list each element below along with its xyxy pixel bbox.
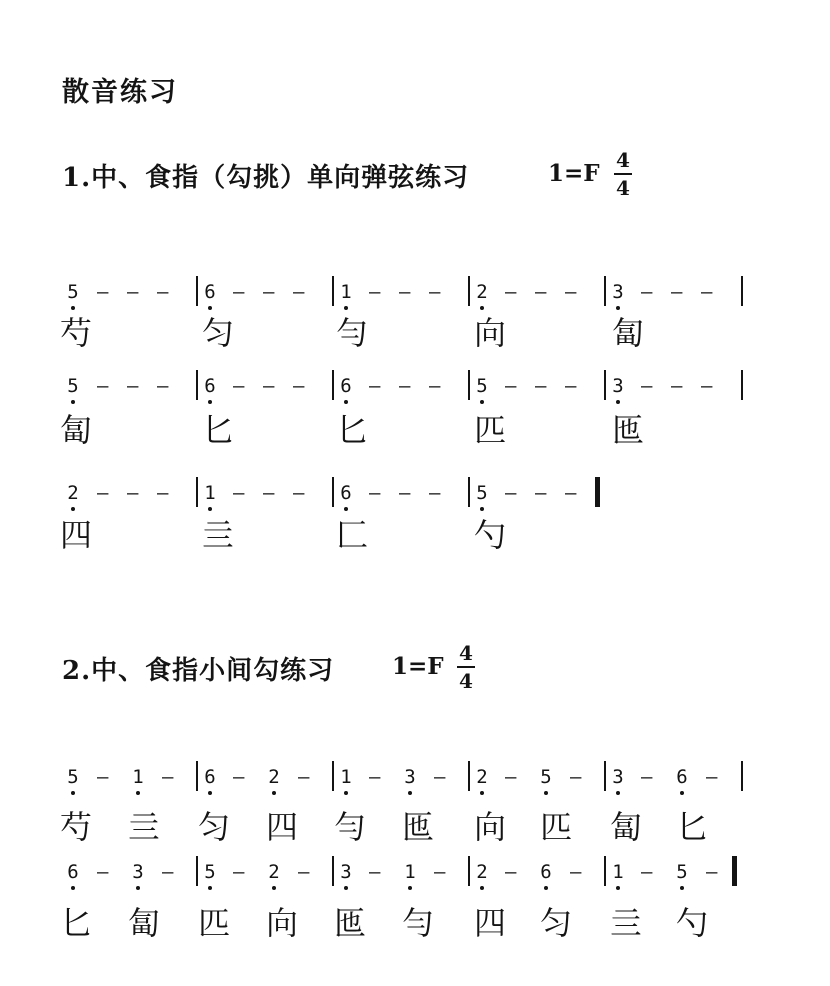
tablature-glyph: 芍 xyxy=(59,808,92,846)
tablature-glyph: 亖 xyxy=(201,516,234,554)
dash: – xyxy=(641,375,653,397)
note: 5 xyxy=(67,766,79,788)
dash: – xyxy=(369,375,381,397)
note: 5 xyxy=(204,861,216,883)
low-octave-dot xyxy=(71,886,75,890)
dash: – xyxy=(298,766,310,788)
bar-line xyxy=(196,276,198,306)
dash: – xyxy=(641,766,653,788)
low-octave-dot xyxy=(208,791,212,795)
dash: – xyxy=(641,861,653,883)
low-octave-dot xyxy=(272,886,276,890)
dash: – xyxy=(263,482,275,504)
tablature-glyph: 勺 xyxy=(473,516,506,554)
time-signature-top: 4 xyxy=(616,148,630,172)
note: 6 xyxy=(204,766,216,788)
note: 1 xyxy=(404,861,416,883)
notation-row-1 xyxy=(60,280,760,314)
dash: – xyxy=(570,766,582,788)
bar-line xyxy=(332,761,334,791)
dash: – xyxy=(671,375,683,397)
dash: – xyxy=(233,482,245,504)
dash: – xyxy=(97,861,109,883)
dash: – xyxy=(505,482,517,504)
tablature-glyph: 向 xyxy=(473,314,506,352)
bar-line xyxy=(332,370,334,400)
note: 6 xyxy=(340,482,352,504)
note: 5 xyxy=(676,861,688,883)
dash: – xyxy=(434,766,446,788)
tablature-glyph: 勻 xyxy=(401,904,434,942)
low-octave-dot xyxy=(344,306,348,310)
note: 6 xyxy=(67,861,79,883)
low-octave-dot xyxy=(71,791,75,795)
low-octave-dot xyxy=(544,886,548,890)
dash: – xyxy=(706,766,718,788)
bar-line xyxy=(332,276,334,306)
note: 3 xyxy=(132,861,144,883)
note: 1 xyxy=(612,861,624,883)
tablature-glyph: 匕 xyxy=(335,411,368,449)
low-octave-dot xyxy=(208,306,212,310)
exercise-1-time-signature xyxy=(612,150,634,198)
tablature-glyph: 勻 xyxy=(335,314,368,352)
bar-line xyxy=(468,856,470,886)
low-octave-dot xyxy=(480,507,484,511)
bar-line xyxy=(604,370,606,400)
bar-line xyxy=(196,370,198,400)
note: 2 xyxy=(476,766,488,788)
tablature-row-1 xyxy=(58,313,758,353)
note: 3 xyxy=(404,766,416,788)
note: 2 xyxy=(476,861,488,883)
note: 5 xyxy=(476,482,488,504)
dash: – xyxy=(535,281,547,303)
dash: – xyxy=(399,281,411,303)
tablature-glyph: 勺 xyxy=(675,904,708,942)
bar-line xyxy=(604,761,606,791)
low-octave-dot xyxy=(344,400,348,404)
tablature-glyph: 匹 xyxy=(197,904,230,942)
notation-row-4 xyxy=(60,765,760,799)
notation-row-5 xyxy=(60,860,760,894)
dash: – xyxy=(233,861,245,883)
bar-line xyxy=(604,856,606,886)
tablature-glyph: 匐 xyxy=(127,904,160,942)
exercise-1-title: 1.中、食指（勾挑）单向弹弦练习 xyxy=(62,163,470,193)
note: 2 xyxy=(476,281,488,303)
note: 5 xyxy=(67,281,79,303)
tablature-row-3 xyxy=(58,515,758,555)
dash: – xyxy=(399,482,411,504)
dash: – xyxy=(97,375,109,397)
tablature-glyph: 匹 xyxy=(473,411,506,449)
dash: – xyxy=(127,482,139,504)
dash: – xyxy=(535,375,547,397)
tablature-glyph: 匀 xyxy=(201,314,234,352)
dash: – xyxy=(263,375,275,397)
note: 2 xyxy=(268,861,280,883)
dash: – xyxy=(298,861,310,883)
tablature-glyph: 匐 xyxy=(611,314,644,352)
dash: – xyxy=(429,375,441,397)
bar-line xyxy=(196,477,198,507)
tablature-glyph: 亖 xyxy=(609,904,642,942)
dash: – xyxy=(293,281,305,303)
tablature-glyph: 匹 xyxy=(539,808,572,846)
low-octave-dot xyxy=(344,507,348,511)
tablature-row-5 xyxy=(58,903,758,943)
time-signature-bottom: 4 xyxy=(616,176,630,200)
tablature-glyph: 向 xyxy=(473,808,506,846)
bar-line xyxy=(468,370,470,400)
page-heading: 散音练习 xyxy=(62,77,178,108)
dash: – xyxy=(570,861,582,883)
note: 5 xyxy=(67,375,79,397)
low-octave-dot xyxy=(408,791,412,795)
dash: – xyxy=(565,375,577,397)
bar-line xyxy=(741,276,743,306)
dash: – xyxy=(97,766,109,788)
time-signature-top: 4 xyxy=(459,641,473,665)
dash: – xyxy=(157,375,169,397)
time-signature-line xyxy=(457,666,475,668)
low-octave-dot xyxy=(272,791,276,795)
note: 3 xyxy=(612,281,624,303)
low-octave-dot xyxy=(136,791,140,795)
tablature-glyph: 匐 xyxy=(59,411,92,449)
dash: – xyxy=(505,766,517,788)
low-octave-dot xyxy=(208,886,212,890)
tablature-row-2 xyxy=(58,410,758,450)
note: 5 xyxy=(540,766,552,788)
dash: – xyxy=(293,482,305,504)
bar-line xyxy=(468,761,470,791)
low-octave-dot xyxy=(680,791,684,795)
low-octave-dot xyxy=(71,507,75,511)
dash: – xyxy=(399,375,411,397)
low-octave-dot xyxy=(616,400,620,404)
note: 1 xyxy=(340,766,352,788)
note: 1 xyxy=(132,766,144,788)
tablature-glyph: 匀 xyxy=(197,808,230,846)
dash: – xyxy=(671,281,683,303)
bar-line xyxy=(741,370,743,400)
bar-line xyxy=(604,276,606,306)
dash: – xyxy=(505,861,517,883)
tablature-glyph: 四 xyxy=(265,808,298,846)
exercise-1-key: 1=F xyxy=(548,160,600,187)
dash: – xyxy=(701,375,713,397)
dash: – xyxy=(233,375,245,397)
dash: – xyxy=(369,766,381,788)
tablature-glyph: 向 xyxy=(265,904,298,942)
low-octave-dot xyxy=(480,886,484,890)
low-octave-dot xyxy=(208,507,212,511)
dash: – xyxy=(157,281,169,303)
dash: – xyxy=(429,482,441,504)
tablature-glyph: 匕 xyxy=(59,904,92,942)
dash: – xyxy=(162,766,174,788)
dash: – xyxy=(293,375,305,397)
dash: – xyxy=(565,482,577,504)
low-octave-dot xyxy=(680,886,684,890)
low-octave-dot xyxy=(408,886,412,890)
dash: – xyxy=(369,281,381,303)
notation-row-2 xyxy=(60,374,760,408)
dash: – xyxy=(701,281,713,303)
dash: – xyxy=(97,281,109,303)
low-octave-dot xyxy=(480,400,484,404)
tablature-row-4 xyxy=(58,807,758,847)
low-octave-dot xyxy=(71,306,75,310)
low-octave-dot xyxy=(616,306,620,310)
note: 6 xyxy=(204,281,216,303)
final-bar-line xyxy=(595,477,600,507)
tablature-glyph: 四 xyxy=(473,904,506,942)
tablature-glyph: 亖 xyxy=(127,808,160,846)
note: 5 xyxy=(476,375,488,397)
note: 1 xyxy=(204,482,216,504)
low-octave-dot xyxy=(480,791,484,795)
note: 3 xyxy=(612,766,624,788)
dash: – xyxy=(369,861,381,883)
dash: – xyxy=(162,861,174,883)
note: 3 xyxy=(612,375,624,397)
dash: – xyxy=(127,281,139,303)
low-octave-dot xyxy=(71,400,75,404)
dash: – xyxy=(641,281,653,303)
time-signature-line xyxy=(614,173,632,175)
dash: – xyxy=(263,281,275,303)
exercise-2-key: 1=F xyxy=(392,653,444,680)
dash: – xyxy=(233,766,245,788)
dash: – xyxy=(565,281,577,303)
tablature-glyph: 匀 xyxy=(539,904,572,942)
dash: – xyxy=(505,281,517,303)
note: 1 xyxy=(340,281,352,303)
final-bar-line xyxy=(732,856,737,886)
low-octave-dot xyxy=(136,886,140,890)
tablature-glyph: 勻 xyxy=(333,808,366,846)
dash: – xyxy=(233,281,245,303)
low-octave-dot xyxy=(480,306,484,310)
notation-row-3 xyxy=(60,481,760,515)
dash: – xyxy=(505,375,517,397)
tablature-glyph: 匜 xyxy=(611,411,644,449)
exercise-2-title: 2.中、食指小间勾练习 xyxy=(62,656,335,686)
note: 2 xyxy=(268,766,280,788)
bar-line xyxy=(196,761,198,791)
note: 6 xyxy=(676,766,688,788)
tablature-glyph: 匐 xyxy=(609,808,642,846)
bar-line xyxy=(741,761,743,791)
dash: – xyxy=(535,482,547,504)
tablature-glyph: 匕 xyxy=(675,808,708,846)
dash: – xyxy=(369,482,381,504)
bar-line xyxy=(468,477,470,507)
low-octave-dot xyxy=(344,886,348,890)
dash: – xyxy=(157,482,169,504)
note: 2 xyxy=(67,482,79,504)
note: 6 xyxy=(540,861,552,883)
dash: – xyxy=(97,482,109,504)
time-signature-bottom: 4 xyxy=(459,669,473,693)
bar-line xyxy=(196,856,198,886)
note: 6 xyxy=(204,375,216,397)
dash: – xyxy=(127,375,139,397)
dash: – xyxy=(429,281,441,303)
low-octave-dot xyxy=(208,400,212,404)
dash: – xyxy=(434,861,446,883)
tablature-glyph: 匜 xyxy=(401,808,434,846)
exercise-2-time-signature xyxy=(455,643,477,691)
bar-line xyxy=(468,276,470,306)
bar-line xyxy=(332,856,334,886)
dash: – xyxy=(706,861,718,883)
tablature-glyph: 芍 xyxy=(59,314,92,352)
low-octave-dot xyxy=(616,886,620,890)
low-octave-dot xyxy=(344,791,348,795)
tablature-glyph: 四 xyxy=(59,516,92,554)
low-octave-dot xyxy=(616,791,620,795)
bar-line xyxy=(332,477,334,507)
note: 3 xyxy=(340,861,352,883)
tablature-glyph: 匜 xyxy=(333,904,366,942)
tablature-glyph: 匕 xyxy=(201,411,234,449)
note: 6 xyxy=(340,375,352,397)
low-octave-dot xyxy=(544,791,548,795)
tablature-glyph: 匚 xyxy=(335,516,368,554)
